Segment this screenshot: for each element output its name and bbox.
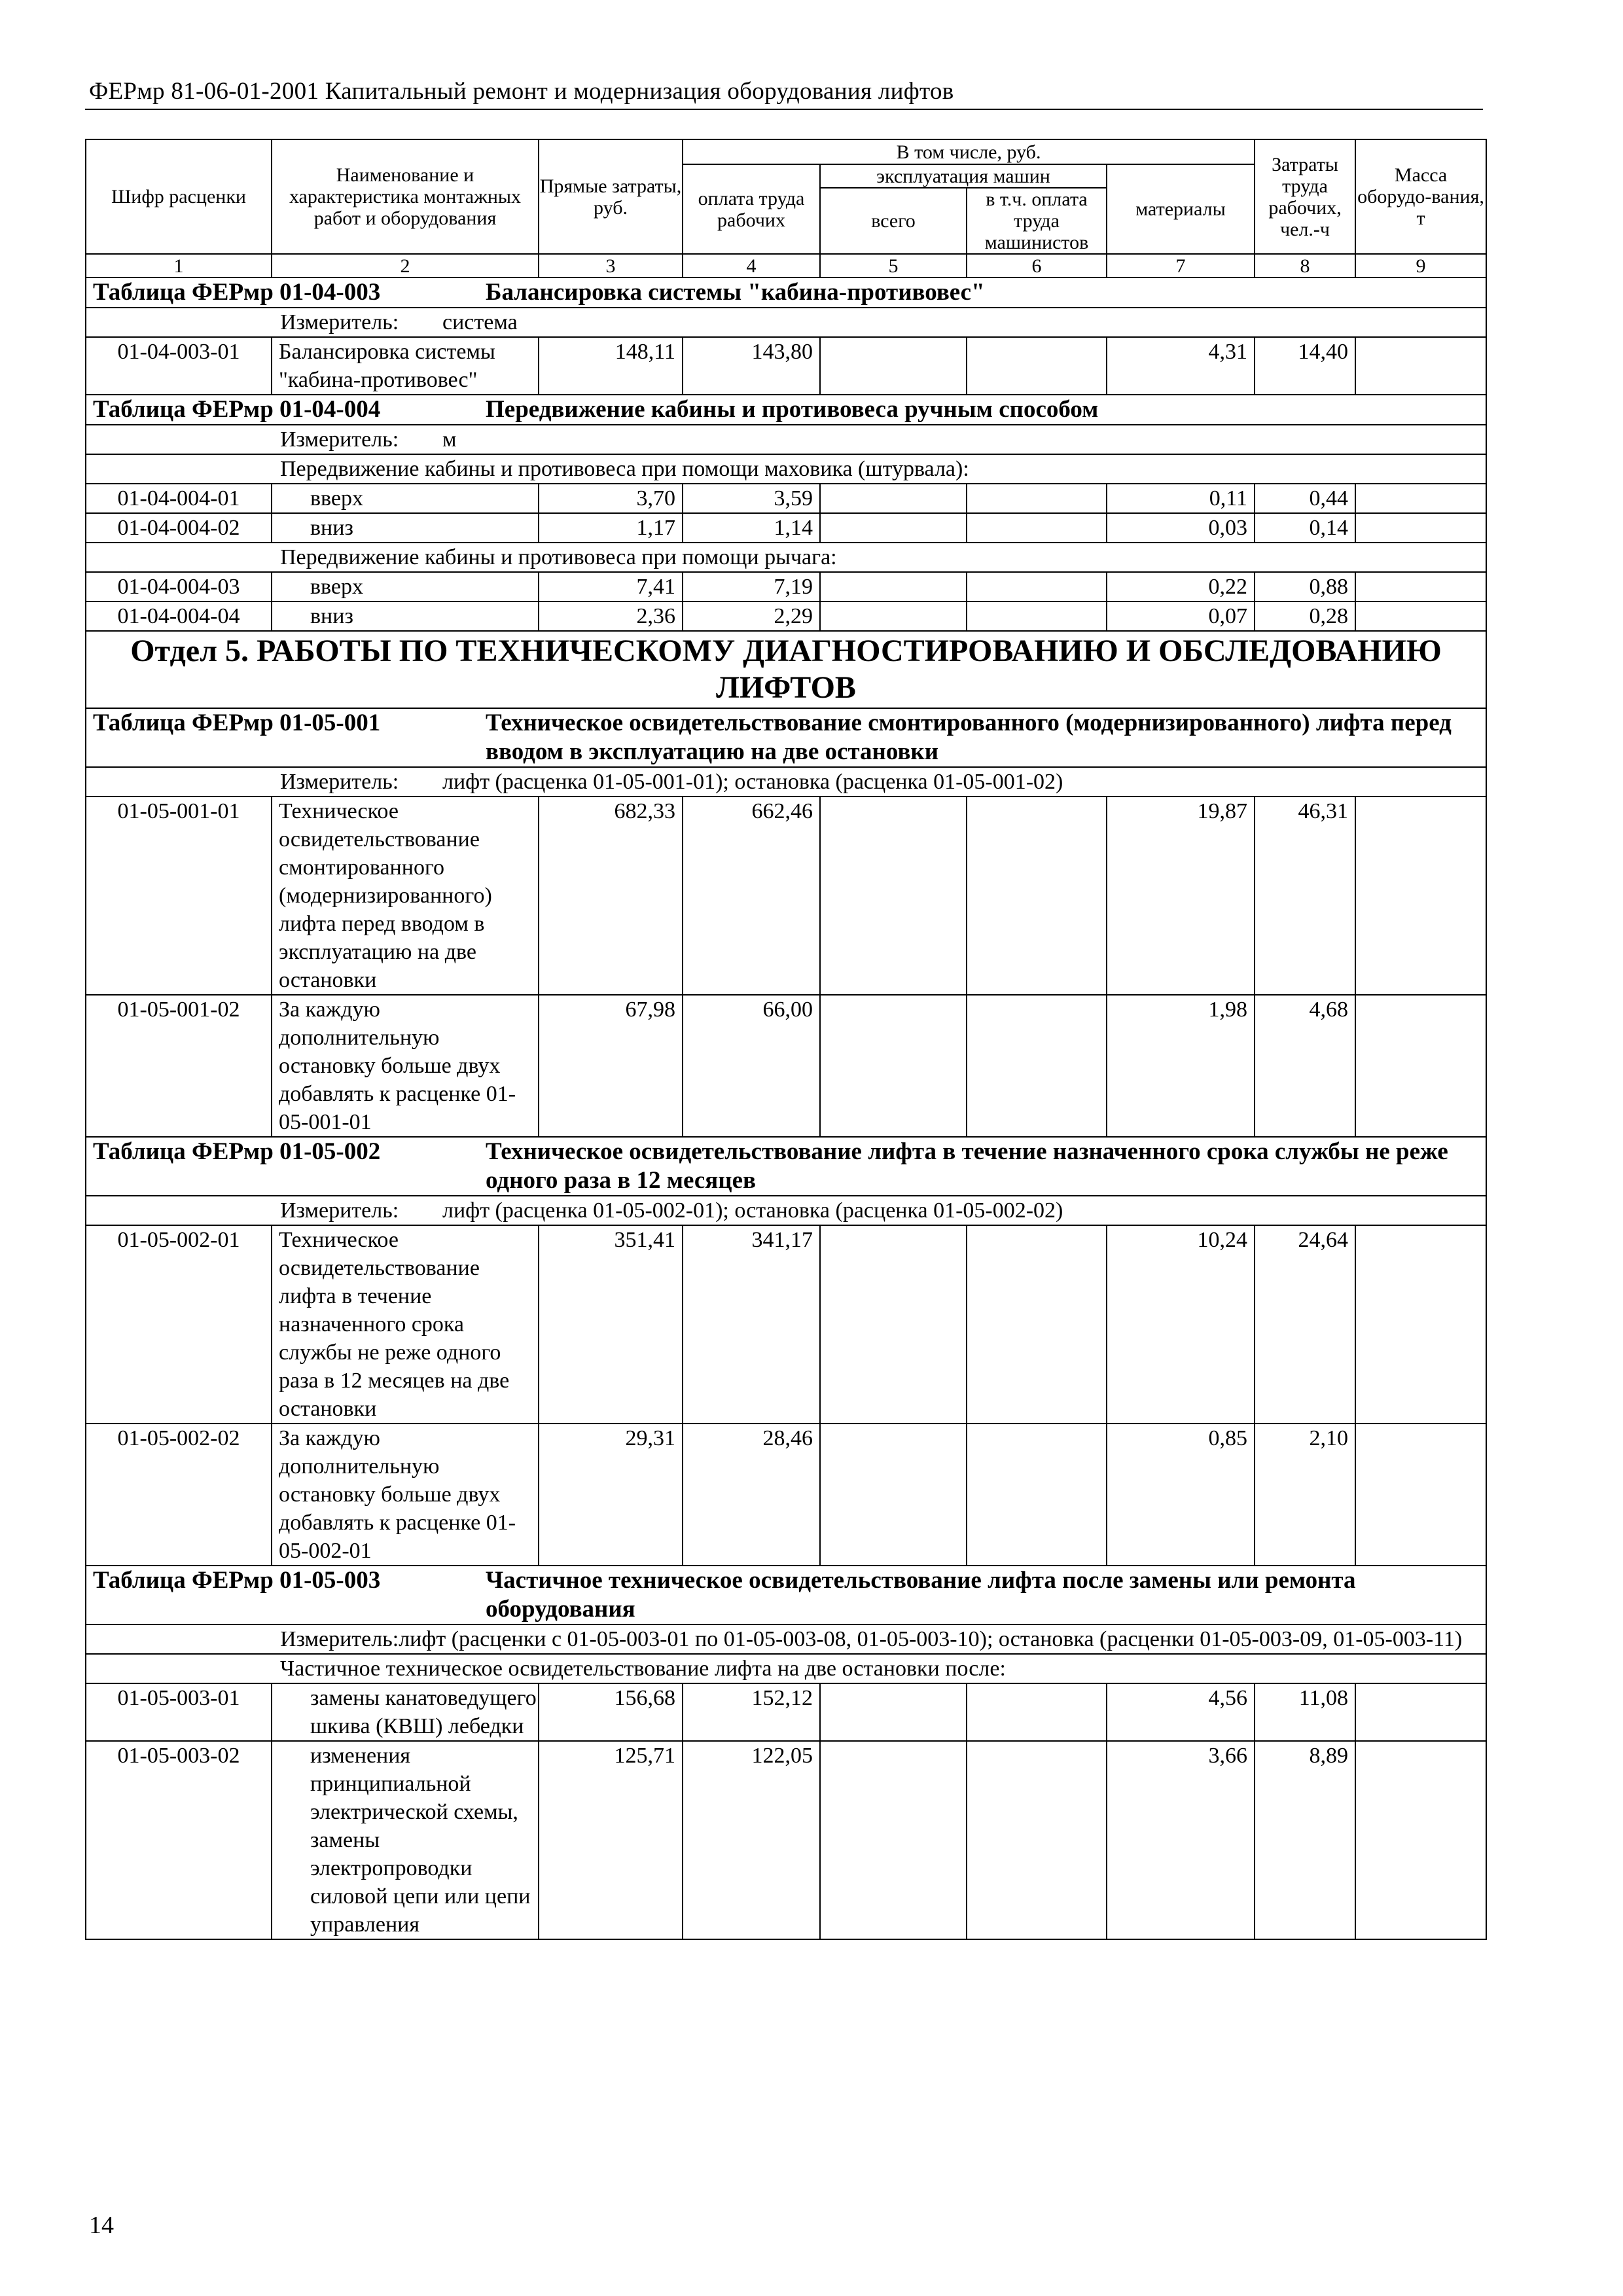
- col-number: 2: [272, 254, 539, 278]
- rate-machines-pay: [967, 601, 1107, 631]
- rate-machines-total: [820, 513, 967, 543]
- rate-direct: 156,68: [539, 1683, 683, 1741]
- table-row: [86, 1225, 1486, 1424]
- subgroup-label: Передвижение кабины и противовеса при помощи рычага:: [86, 543, 1486, 572]
- col-head-labor-pay: оплата труда рабочих: [683, 164, 820, 254]
- col-number: 6: [967, 254, 1107, 278]
- table-row: [86, 513, 1486, 543]
- table-heading: [86, 708, 1486, 767]
- table-heading: [86, 1566, 1486, 1624]
- measure-line: [86, 1624, 1486, 1654]
- rate-machines-pay: [967, 1683, 1107, 1741]
- rate-name: вверх: [272, 484, 539, 513]
- rate-pay: 2,29: [683, 601, 820, 631]
- table-row: [86, 337, 1486, 395]
- rate-mass: [1355, 797, 1486, 995]
- rate-code: 01-05-001-02: [86, 995, 272, 1137]
- rate-pay: 7,19: [683, 572, 820, 601]
- rate-name: вниз: [272, 513, 539, 543]
- rate-pay: 122,05: [683, 1741, 820, 1939]
- rate-labor: 0,88: [1255, 572, 1355, 601]
- column-numbers-row: [86, 254, 1486, 278]
- rate-mass: [1355, 484, 1486, 513]
- col-number: 3: [539, 254, 683, 278]
- rate-machines-total: [820, 484, 967, 513]
- rate-direct: 351,41: [539, 1225, 683, 1424]
- rate-machines-total: [820, 601, 967, 631]
- measure-label: Измеритель:: [280, 1627, 399, 1651]
- rate-labor: 14,40: [1255, 337, 1355, 395]
- table-row: [86, 1741, 1486, 1939]
- rate-name: вниз: [272, 601, 539, 631]
- rate-materials: 4,56: [1107, 1683, 1255, 1741]
- rate-direct: 148,11: [539, 337, 683, 395]
- rate-materials: 0,22: [1107, 572, 1255, 601]
- rate-machines-pay: [967, 995, 1107, 1137]
- table-row: [86, 995, 1486, 1137]
- rate-machines-total: [820, 1741, 967, 1939]
- rate-labor: 4,68: [1255, 995, 1355, 1137]
- rate-materials: 0,07: [1107, 601, 1255, 631]
- rate-code: 01-05-002-02: [86, 1424, 272, 1566]
- col-head-labor-cost: Затраты труда рабочих, чел.-ч: [1255, 139, 1355, 254]
- rate-code: 01-04-004-01: [86, 484, 272, 513]
- measure-value: лифт (расценки с 01-05-003-01 по 01-05-003-08, 01-05-003-10); остановка (расценки 01-05-003-09, 01-05-003-11): [399, 1627, 1463, 1651]
- rate-machines-pay: [967, 1424, 1107, 1566]
- col-number: 8: [1255, 254, 1355, 278]
- measure-label: Измеритель:: [280, 1198, 399, 1223]
- page-number: 14: [89, 2212, 114, 2239]
- measure-line: [86, 1196, 1486, 1225]
- rate-code: 01-05-003-02: [86, 1741, 272, 1939]
- col-head-name: Наименование и характеристика монтажных работ и оборудования: [272, 139, 539, 254]
- col-number: 5: [820, 254, 967, 278]
- rate-labor: 0,14: [1255, 513, 1355, 543]
- rate-name: Балансировка системы "кабина-противовес": [272, 337, 539, 395]
- table-code: Таблица ФЕРмр 01-05-003: [93, 1567, 381, 1594]
- rate-pay: 3,59: [683, 484, 820, 513]
- table-title: Балансировка системы "кабина-противовес": [486, 279, 985, 306]
- col-head-code: Шифр расценки: [86, 139, 272, 254]
- rate-labor: 0,44: [1255, 484, 1355, 513]
- col-head-machines-pay: в т.ч. оплата труда машинистов: [967, 188, 1107, 254]
- department-heading: Отдел 5. РАБОТЫ ПО ТЕХНИЧЕСКОМУ ДИАГНОСТИРОВАНИЮ И ОБСЛЕДОВАНИЮ ЛИФТОВ: [86, 631, 1486, 708]
- rate-mass: [1355, 337, 1486, 395]
- measure-label: Измеритель:: [280, 770, 399, 794]
- rate-labor: 11,08: [1255, 1683, 1355, 1741]
- rate-direct: 2,36: [539, 601, 683, 631]
- rate-name: замены канатоведущего шкива (КВШ) лебедки: [272, 1683, 539, 1741]
- rate-machines-pay: [967, 513, 1107, 543]
- table-heading: [86, 395, 1486, 425]
- rate-code: 01-04-004-02: [86, 513, 272, 543]
- rate-mass: [1355, 995, 1486, 1137]
- rate-machines-pay: [967, 797, 1107, 995]
- measure-value: лифт (расценка 01-05-001-01); остановка (расценка 01-05-001-02): [442, 770, 1063, 794]
- col-head-machines-total: всего: [820, 188, 967, 254]
- col-head-direct: Прямые затраты, руб.: [539, 139, 683, 254]
- rate-machines-total: [820, 1225, 967, 1424]
- rate-machines-total: [820, 572, 967, 601]
- rate-name: вверх: [272, 572, 539, 601]
- rate-materials: 3,66: [1107, 1741, 1255, 1939]
- rate-machines-total: [820, 1683, 967, 1741]
- rate-pay: 152,12: [683, 1683, 820, 1741]
- rate-mass: [1355, 572, 1486, 601]
- col-head-mass: Масса оборудо-вания, т: [1355, 139, 1486, 254]
- rate-materials: 0,11: [1107, 484, 1255, 513]
- rate-pay: 28,46: [683, 1424, 820, 1566]
- measure-label: Измеритель:: [280, 427, 399, 452]
- rate-pay: 341,17: [683, 1225, 820, 1424]
- table-row: [86, 601, 1486, 631]
- measure-line: [86, 767, 1486, 797]
- col-head-machines: эксплуатация машин: [820, 164, 1107, 188]
- rate-direct: 125,71: [539, 1741, 683, 1939]
- col-number: 1: [86, 254, 272, 278]
- rate-code: 01-04-004-04: [86, 601, 272, 631]
- rate-pay: 66,00: [683, 995, 820, 1137]
- measure-value: система: [442, 310, 518, 334]
- rate-code: 01-05-001-01: [86, 797, 272, 995]
- rate-direct: 67,98: [539, 995, 683, 1137]
- rate-materials: 0,85: [1107, 1424, 1255, 1566]
- rate-direct: 7,41: [539, 572, 683, 601]
- rate-name: За каждую дополнительную остановку больше двух добавлять к расценке 01-05-002-01: [272, 1424, 539, 1566]
- measure-value: лифт (расценка 01-05-002-01); остановка (расценка 01-05-002-02): [442, 1198, 1063, 1223]
- rate-labor: 8,89: [1255, 1741, 1355, 1939]
- rate-machines-pay: [967, 1225, 1107, 1424]
- table-title: Передвижение кабины и противовеса ручным способом: [486, 396, 1099, 423]
- rate-pay: 143,80: [683, 337, 820, 395]
- rate-mass: [1355, 513, 1486, 543]
- rate-materials: 1,98: [1107, 995, 1255, 1137]
- rate-materials: 10,24: [1107, 1225, 1255, 1424]
- header-rule: [85, 109, 1483, 110]
- col-head-materials: материалы: [1107, 164, 1255, 254]
- rate-mass: [1355, 1225, 1486, 1424]
- col-number: 9: [1355, 254, 1486, 278]
- rate-machines-total: [820, 1424, 967, 1566]
- rate-direct: 29,31: [539, 1424, 683, 1566]
- rate-name: Техническое освидетельствование смонтированного (модернизированного) лифта перед вводом в эксплуатацию на две остановки: [272, 797, 539, 995]
- rate-direct: 1,17: [539, 513, 683, 543]
- rate-code: 01-04-004-03: [86, 572, 272, 601]
- measure-label: Измеритель:: [280, 310, 399, 334]
- rate-name: изменения принципиальной электрической схемы, замены электропроводки силовой цепи или цепи управления: [272, 1741, 539, 1939]
- rate-labor: 24,64: [1255, 1225, 1355, 1424]
- table-row: [86, 1683, 1486, 1741]
- table-heading: [86, 278, 1486, 308]
- subgroup-label: Передвижение кабины и противовеса при помощи маховика (штурвала):: [86, 454, 1486, 484]
- rate-materials: 19,87: [1107, 797, 1255, 995]
- rate-labor: 2,10: [1255, 1424, 1355, 1566]
- rate-labor: 0,28: [1255, 601, 1355, 631]
- rate-name: Техническое освидетельствование лифта в течение назначенного срока службы не реже одного раза в 12 месяцев на две остановки: [272, 1225, 539, 1424]
- col-head-incl: В том числе, руб.: [683, 139, 1255, 164]
- rate-mass: [1355, 1424, 1486, 1566]
- table-code: Таблица ФЕРмр 01-05-001: [93, 709, 381, 736]
- rate-mass: [1355, 601, 1486, 631]
- rate-pay: 1,14: [683, 513, 820, 543]
- rate-labor: 46,31: [1255, 797, 1355, 995]
- rate-materials: 0,03: [1107, 513, 1255, 543]
- rate-machines-pay: [967, 572, 1107, 601]
- rate-pay: 662,46: [683, 797, 820, 995]
- subgroup-label: Частичное техническое освидетельствование лифта на две остановки после:: [86, 1654, 1486, 1683]
- rate-code: 01-04-003-01: [86, 337, 272, 395]
- table-title: Частичное техническое освидетельствование лифта после замены или ремонта оборудования: [486, 1567, 1356, 1623]
- rate-machines-total: [820, 337, 967, 395]
- rates-table: [85, 139, 1487, 1940]
- measure-line: [86, 308, 1486, 337]
- table-code: Таблица ФЕРмр 01-04-004: [93, 396, 381, 423]
- rate-mass: [1355, 1683, 1486, 1741]
- table-row: [86, 797, 1486, 995]
- rate-machines-total: [820, 797, 967, 995]
- rate-code: 01-05-003-01: [86, 1683, 272, 1741]
- rate-machines-pay: [967, 337, 1107, 395]
- rate-direct: 682,33: [539, 797, 683, 995]
- table-heading: [86, 1137, 1486, 1196]
- table-title: Техническое освидетельствование лифта в течение назначенного срока службы не реже одного раза в 12 месяцев: [486, 1138, 1448, 1194]
- rate-code: 01-05-002-01: [86, 1225, 272, 1424]
- rate-direct: 3,70: [539, 484, 683, 513]
- document-header-title: ФЕРмр 81-06-01-2001 Капитальный ремонт и модернизация оборудования лифтов: [89, 78, 954, 105]
- col-number: 7: [1107, 254, 1255, 278]
- table-code: Таблица ФЕРмр 01-04-003: [93, 279, 381, 306]
- measure-line: [86, 425, 1486, 454]
- rate-machines-pay: [967, 1741, 1107, 1939]
- rate-machines-total: [820, 995, 967, 1137]
- table-code: Таблица ФЕРмр 01-05-002: [93, 1138, 381, 1165]
- table-title: Техническое освидетельствование смонтированного (модернизированного) лифта перед вводом в эксплуатацию на две остановки: [486, 709, 1452, 765]
- rate-name: За каждую дополнительную остановку больше двух добавлять к расценке 01-05-001-01: [272, 995, 539, 1137]
- measure-value: м: [442, 427, 457, 452]
- table-row: [86, 572, 1486, 601]
- rate-materials: 4,31: [1107, 337, 1255, 395]
- table-row: [86, 1424, 1486, 1566]
- table-row: [86, 484, 1486, 513]
- col-number: 4: [683, 254, 820, 278]
- rate-mass: [1355, 1741, 1486, 1939]
- rate-machines-pay: [967, 484, 1107, 513]
